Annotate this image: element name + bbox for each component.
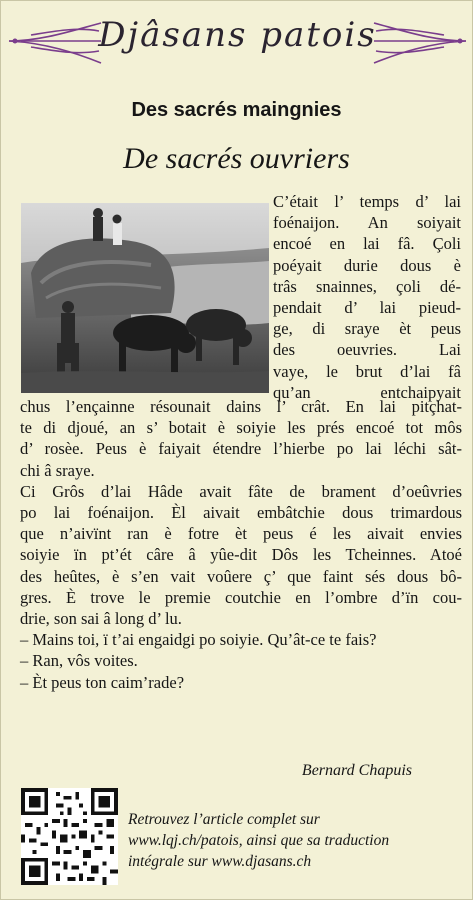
text-line: chus l’ençainne résounait dains l’ crât. En lai pitçhat- <box>20 397 462 416</box>
text-line: pendait d’ lai pieud- <box>273 298 461 318</box>
dialogue-line: – Èt peus ton caim’rade? <box>20 672 185 692</box>
dialogue-line: – Mains toi, ï t’ai engaidgi po soiyie. Qu’ât-ce te fais? <box>20 630 377 650</box>
haymaking-photo <box>21 203 269 393</box>
footer-line-with-link[interactable]: www.lqj.ch/patois, ainsi que sa traduction <box>128 832 390 849</box>
article-title: De sacrés ouvriers <box>123 142 350 175</box>
text-line: trâs snainnes, çoli dé- <box>273 276 461 296</box>
text-line: gres. È trove le premie coutchie en l’ombre d’ïn cou- <box>20 587 462 607</box>
text-line: soiyie ïn pt’ét câre â yûe-dit Dôs les Tcheinnes. Atoé <box>20 545 462 565</box>
qr-code-icon[interactable] <box>21 788 118 885</box>
column-banner <box>1 1 473 81</box>
footer-line-with-link[interactable]: intégrale sur www.djasans.ch <box>128 853 312 870</box>
text-line: vaye, le brut d’lai fâ <box>273 361 461 381</box>
column-title: Djâsans patois <box>98 15 377 55</box>
text-line: d’ rosèe. Peus è faiyait étendre l’hierbe po lai léchi sât- <box>20 439 462 459</box>
text-line: Ci Grôs d’lai Hâde avait fâte de brament d’oeûvries <box>20 481 462 501</box>
text-line: des oeuvries. Lai <box>273 340 461 360</box>
text-line: ge, di sraye èt peus <box>273 319 461 339</box>
text-line: qu’an entchaipyait <box>273 382 461 402</box>
author-signature: Bernard Chapuis <box>301 762 412 779</box>
text-line: que n’aivïnt ran è fotre èt peus é les aivait envies <box>20 524 462 544</box>
article-body <box>20 396 462 693</box>
dialogue-line: – Ran, vôs voites. <box>20 651 138 671</box>
text-line: C’était l’ temps d’ lai <box>273 192 461 211</box>
article-text-column <box>273 191 461 403</box>
text-line: encoé en lai fâ. Çoli <box>273 234 461 254</box>
footer-note <box>128 809 458 872</box>
text-line: chi â sraye. <box>20 460 95 480</box>
text-line: po lai foénaijon. Èl aivait embâtchie dous trimardous <box>20 503 462 523</box>
article-kicker: Des sacrés maingnies <box>131 99 342 121</box>
text-line: foénaijon. An soiyait <box>273 213 461 233</box>
footer-line: Retrouvez l’article complet sur <box>128 811 320 828</box>
text-line: drie, son sai â long d’ lu. <box>20 609 182 629</box>
text-line: poéyait durie dous è <box>273 255 461 275</box>
text-line: te di djoué, an s’ botait è soiyie les prés encoé tot môs <box>20 418 462 438</box>
text-line: des heûtes, è s’en vait voûere ç’ que faint sés dous bô- <box>20 566 462 586</box>
